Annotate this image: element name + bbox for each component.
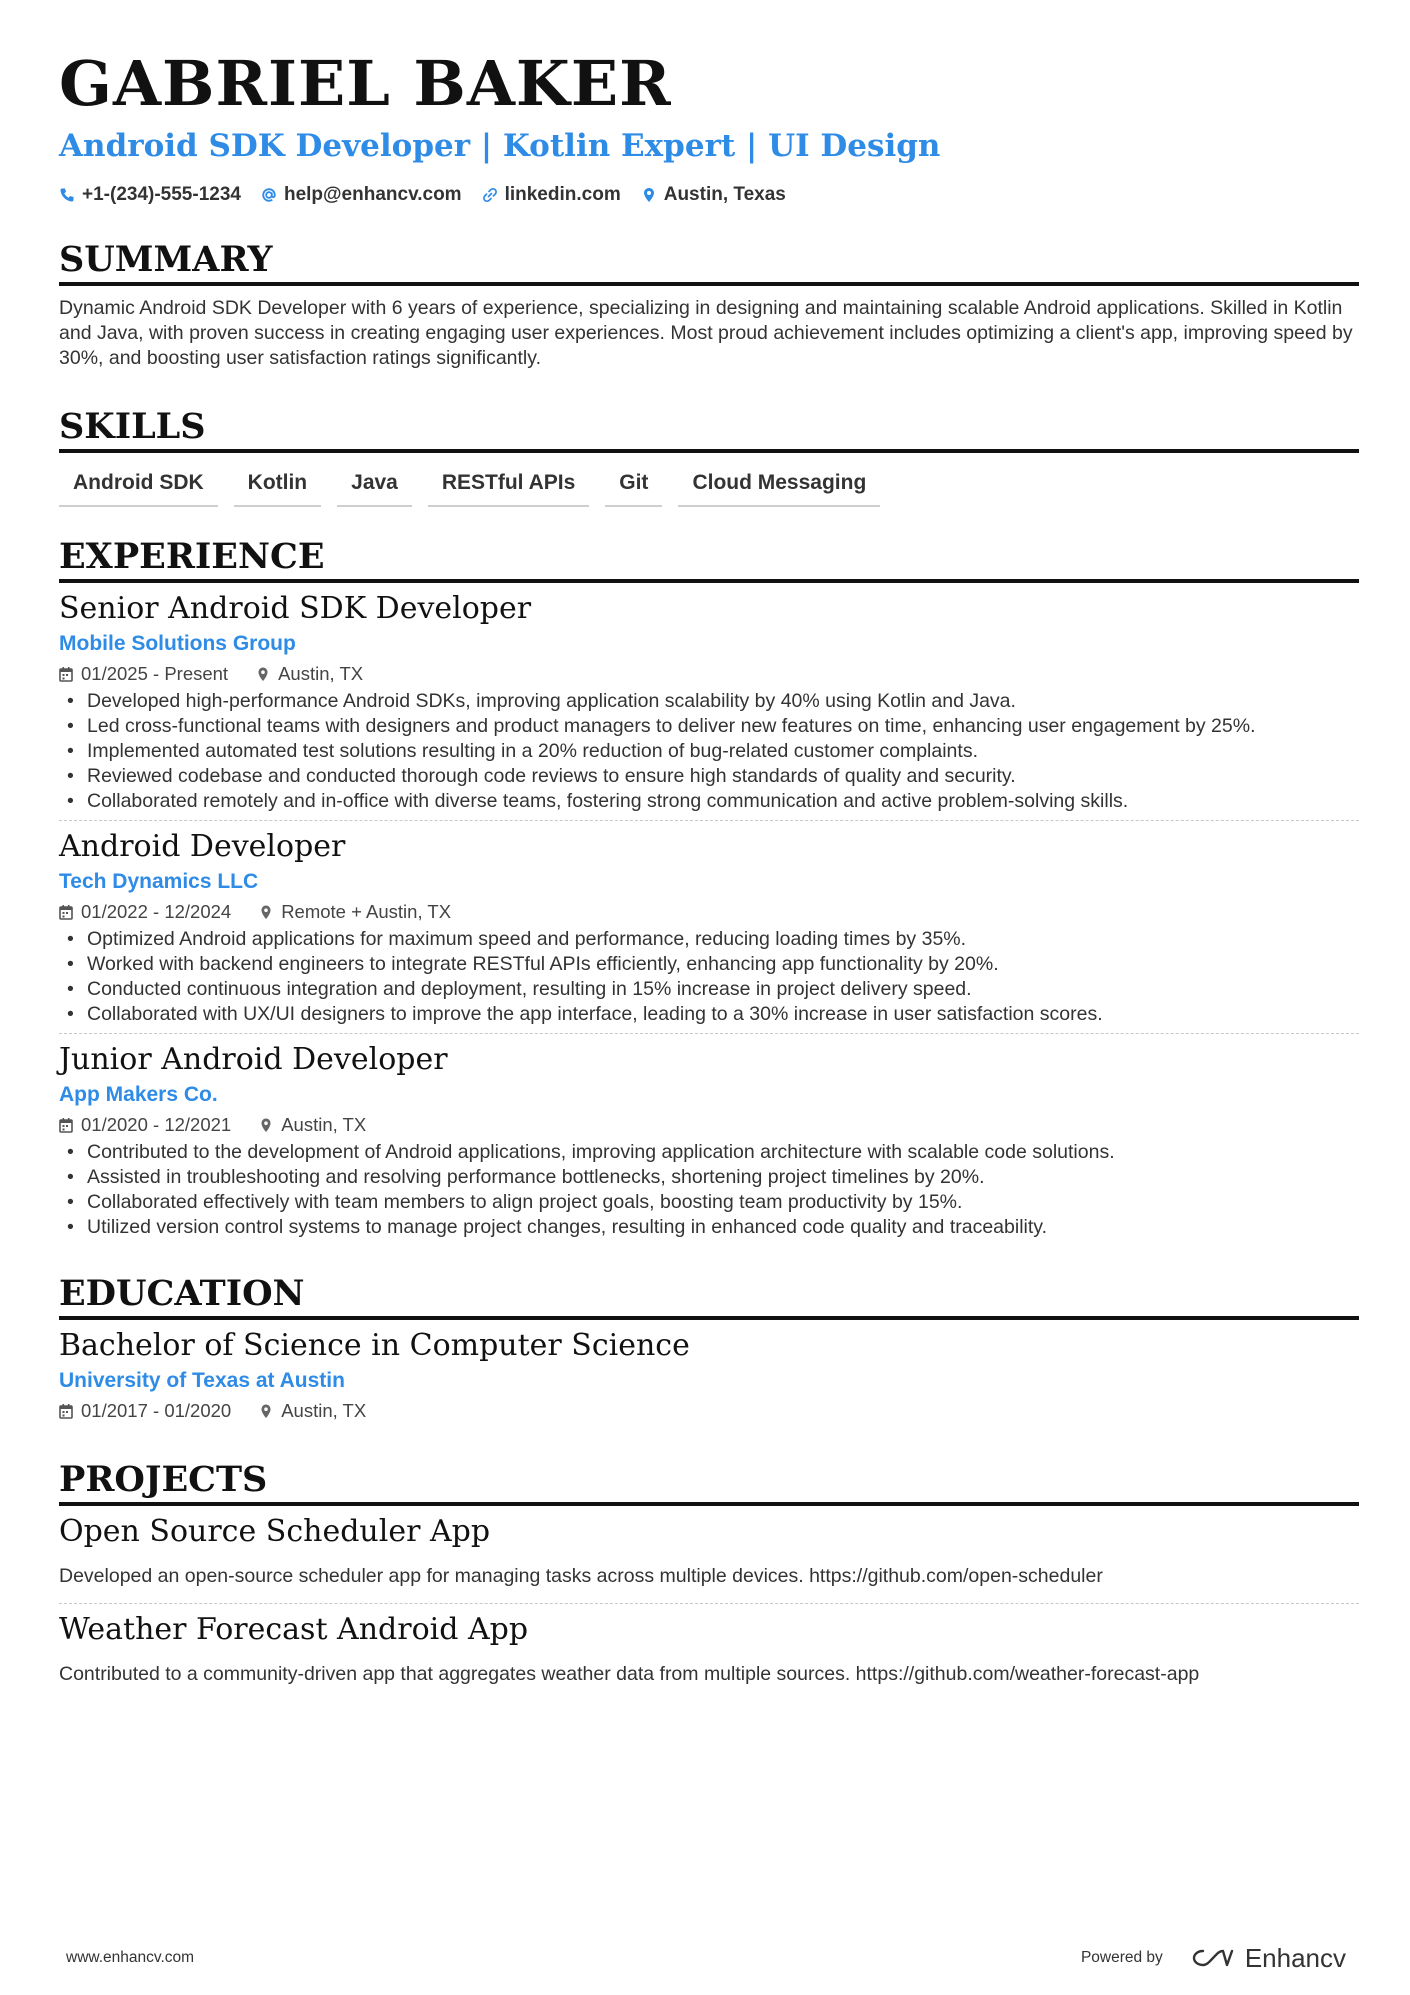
skill-tag: Android SDK <box>59 467 218 507</box>
powered-by-label: Powered by <box>1080 1949 1163 1966</box>
summary-text: Dynamic Android SDK Developer with 6 years of experience, specializing in designing and maintaining scalable Android applications. Skilled in Kotlin and Java, with proven success in creating engaging user experiences. Most proud achievement includes optimizing a client's app, improving speed by 30%, and boosting user satisfaction ratings significantly. <box>59 297 1353 369</box>
phone-text: +1-(234)-555-1234 <box>82 184 241 205</box>
company-name: App Makers Co. <box>59 1083 218 1106</box>
contact-email[interactable] <box>261 184 462 206</box>
project-entry <box>59 1610 1359 1701</box>
education-section <box>59 1272 1359 1432</box>
location-pin-icon <box>259 1403 273 1419</box>
candidate-name: GABRIEL BAKER <box>59 47 672 120</box>
bullet-item: • Implemented automated test solutions resulting in a 20% reduction of bug-related customer complaints. <box>87 739 1359 764</box>
email-text: help@enhancv.com <box>283 184 462 205</box>
dates-text: 01/2022 - 12/2024 <box>81 901 232 922</box>
bullet-item: • Collaborated effectively with team members to align project goals, boosting team productivity by 15%. <box>87 1190 1359 1215</box>
summary-section <box>59 238 1359 371</box>
contact-phone[interactable] <box>59 184 241 206</box>
bullet-item: • Contributed to the development of Android applications, improving application architecture with scalable code solutions. <box>87 1140 1359 1165</box>
page-footer <box>66 1938 1346 1978</box>
experience-entry <box>59 1040 1359 1246</box>
at-icon <box>261 187 277 203</box>
skill-tag: Cloud Messaging <box>678 467 880 507</box>
project-description: Contributed to a community-driven app that aggregates weather data from multiple sources. https://github.com/weather-forecast-app <box>59 1663 1200 1685</box>
bullet-item: • Reviewed codebase and conducted thorough code reviews to ensure high standards of quality and security. <box>87 764 1359 789</box>
job-dates <box>59 659 228 689</box>
skill-tag: Kotlin <box>234 467 321 507</box>
skills-section <box>59 405 1359 507</box>
project-description: Developed an open-source scheduler app for managing tasks across multiple devices. https://github.com/open-scheduler <box>59 1565 1103 1587</box>
skill-tag: RESTful APIs <box>428 467 589 507</box>
bullet-item: • Led cross-functional teams with designers and product managers to deliver new features on time, enhancing user engagement by 25%. <box>87 714 1359 739</box>
location-text: Austin, TX <box>281 1114 367 1135</box>
calendar-icon <box>59 904 73 920</box>
calendar-icon <box>59 1403 73 1419</box>
skill-tag: Git <box>605 467 662 507</box>
brand-name: Enhancv <box>1244 1942 1346 1973</box>
enhancv-logo-icon <box>1191 1947 1235 1969</box>
job-title: Junior Android Developer <box>59 1042 448 1077</box>
job-dates <box>59 897 231 927</box>
section-title-experience: EXPERIENCE <box>59 535 1359 583</box>
dates-text: 01/2017 - 01/2020 <box>81 1400 232 1421</box>
experience-entry <box>59 589 1359 821</box>
bullet-item: • Conducted continuous integration and deployment, resulting in 15% increase in project delivery speed. <box>87 977 1359 1002</box>
job-location <box>256 659 363 689</box>
enhancv-brand[interactable] <box>1191 1943 1346 1974</box>
job-bullets <box>59 927 1359 1027</box>
company-name: Tech Dynamics LLC <box>59 870 259 893</box>
bullet-item: • Assisted in troubleshooting and resolving performance bottlenecks, shortening project timelines by 20%. <box>87 1165 1359 1190</box>
location-text: Remote + Austin, TX <box>281 901 452 922</box>
job-location <box>259 1110 366 1140</box>
company-name: Mobile Solutions Group <box>59 632 296 655</box>
job-meta <box>59 1110 1359 1140</box>
job-dates <box>59 1110 231 1140</box>
job-meta <box>59 659 1359 689</box>
location-pin-icon <box>259 904 273 920</box>
school-name: University of Texas at Austin <box>59 1369 345 1392</box>
location-text: Austin, Texas <box>663 184 786 205</box>
job-meta <box>59 897 1359 927</box>
project-entry <box>59 1512 1359 1604</box>
section-title-projects: PROJECTS <box>59 1458 1359 1506</box>
contact-location <box>641 184 786 206</box>
calendar-icon <box>59 666 73 682</box>
job-title: Senior Android SDK Developer <box>59 591 532 626</box>
skills-list <box>59 467 1359 507</box>
dates-text: 01/2025 - Present <box>81 663 229 684</box>
calendar-icon <box>59 1117 73 1133</box>
bullet-item: • Collaborated with UX/UI designers to improve the app interface, leading to a 30% increase in user satisfaction scores. <box>87 1002 1359 1027</box>
experience-section <box>59 535 1359 1246</box>
phone-icon <box>59 187 75 203</box>
bullet-item: • Utilized version control systems to manage project changes, resulting in enhanced code quality and traceability. <box>87 1215 1359 1240</box>
bullet-item: • Developed high-performance Android SDKs, improving application scalability by 40% using Kotlin and Java. <box>87 689 1359 714</box>
contact-linkedin[interactable] <box>482 184 621 206</box>
projects-section <box>59 1458 1359 1701</box>
section-title-education: EDUCATION <box>59 1272 1359 1320</box>
job-bullets <box>59 689 1359 814</box>
contact-bar <box>59 180 1359 210</box>
footer-branding <box>1081 1943 1346 1974</box>
job-title: Android Developer <box>59 829 346 864</box>
resume-page <box>59 44 1359 1701</box>
dates-text: 01/2020 - 12/2021 <box>81 1114 232 1135</box>
linkedin-text: linkedin.com <box>504 184 621 205</box>
degree-title: Bachelor of Science in Computer Science <box>59 1328 690 1363</box>
job-bullets <box>59 1140 1359 1240</box>
bullet-item: • Collaborated remotely and in-office with diverse teams, fostering strong communication and active problem-solving skills. <box>87 789 1359 814</box>
section-title-skills: SKILLS <box>59 405 1359 453</box>
bullet-item: • Optimized Android applications for maximum speed and performance, reducing loading times by 35%. <box>87 927 1359 952</box>
skill-tag: Java <box>337 467 412 507</box>
education-dates <box>59 1396 231 1426</box>
job-location <box>259 897 451 927</box>
location-text: Austin, TX <box>281 1400 367 1421</box>
bullet-item: • Worked with backend engineers to integrate RESTful APIs efficiently, enhancing app functionality by 20%. <box>87 952 1359 977</box>
experience-entry <box>59 827 1359 1034</box>
location-pin-icon <box>256 666 270 682</box>
candidate-headline: Android SDK Developer | Kotlin Expert | UI Design <box>59 128 941 164</box>
location-pin-icon <box>259 1117 273 1133</box>
location-pin-icon <box>641 187 657 203</box>
education-entry <box>59 1326 1359 1432</box>
project-name: Weather Forecast Android App <box>59 1612 529 1647</box>
location-text: Austin, TX <box>278 663 364 684</box>
education-location <box>259 1396 366 1426</box>
section-title-summary: SUMMARY <box>59 238 1359 286</box>
link-icon <box>482 187 498 203</box>
footer-website-link[interactable]: www.enhancv.com <box>66 1949 195 1966</box>
education-meta <box>59 1396 1359 1426</box>
project-name: Open Source Scheduler App <box>59 1514 491 1549</box>
